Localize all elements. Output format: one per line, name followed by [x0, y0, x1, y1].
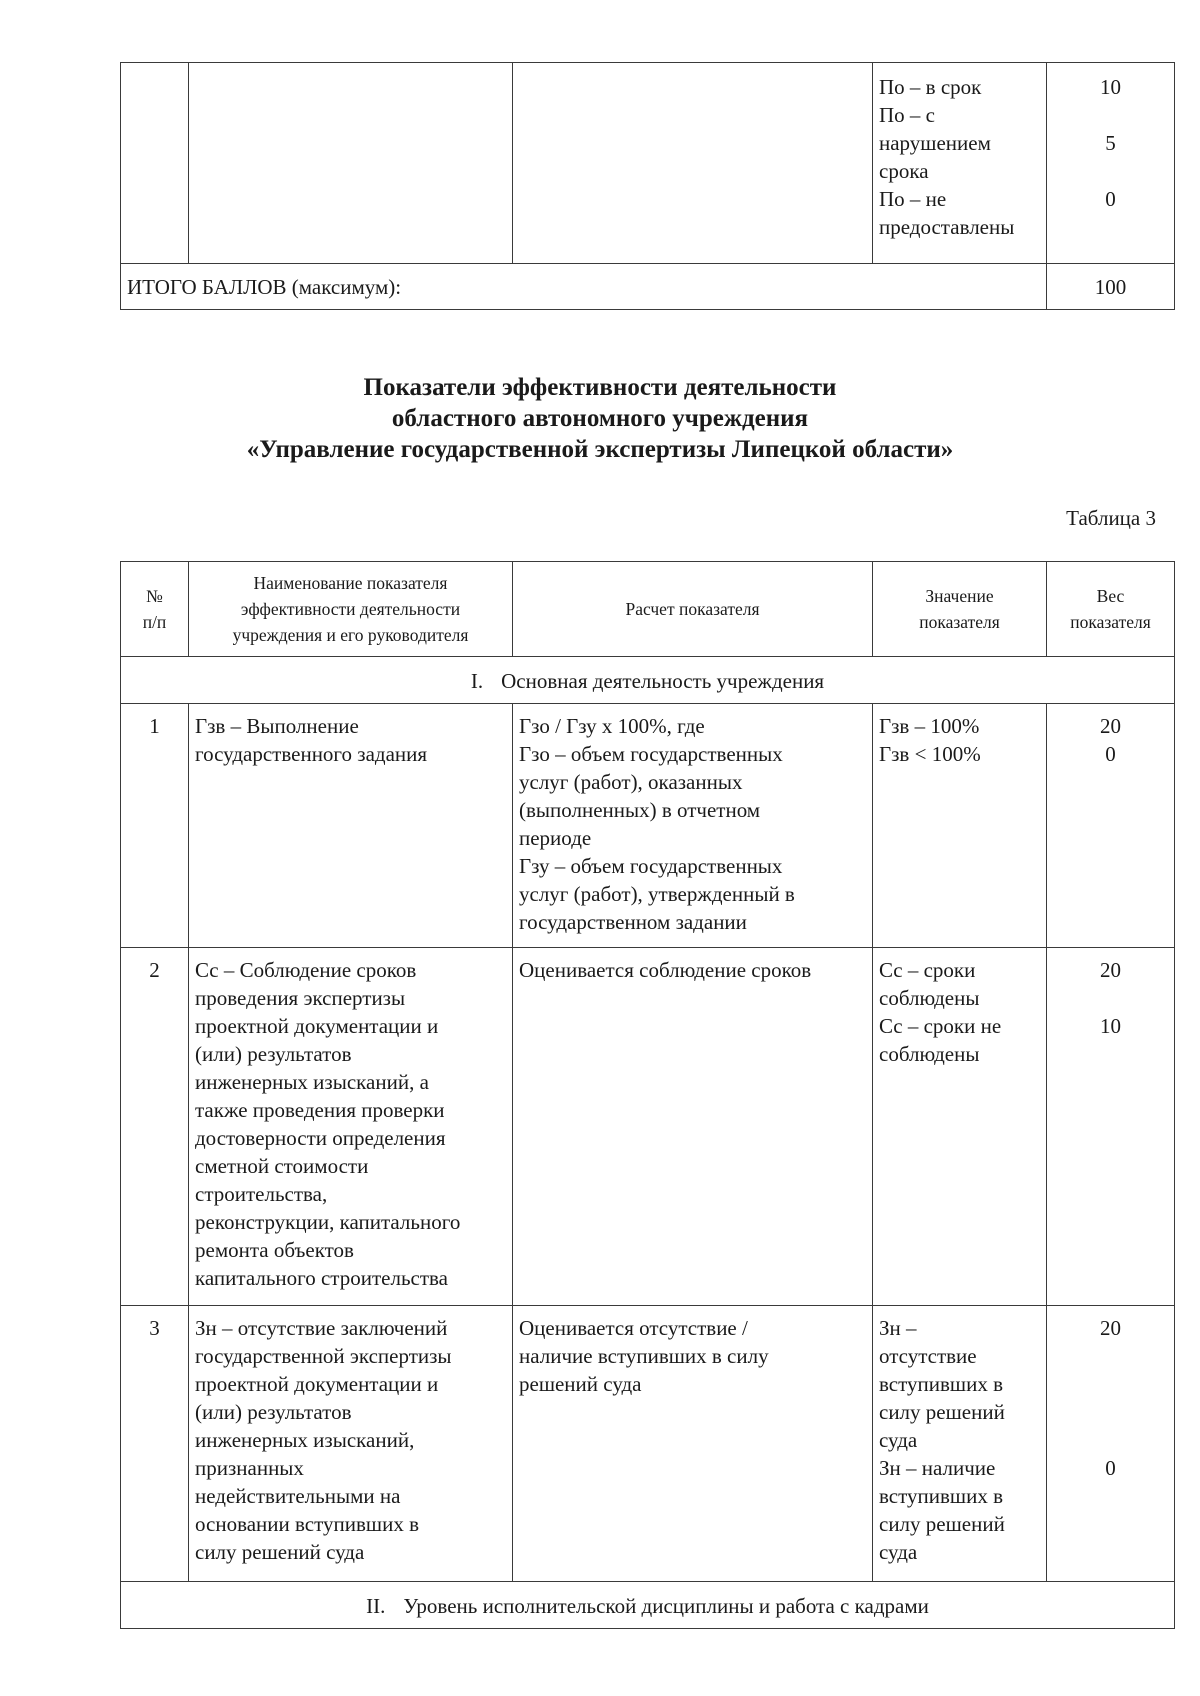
table-row: [121, 63, 1175, 264]
total-row: [121, 264, 1175, 310]
indicator-calc: Гзо / Гзу х 100%, где Гзо – объем государственных услуг (работ), оказанных (выполненных) в отчетном периоде Гзу – объем государственных услуг (работ), утвержденный в государственном задании: [513, 704, 873, 948]
value-cell: [873, 63, 1047, 264]
section-number: II.: [366, 1594, 386, 1618]
value-line: По – не: [879, 187, 947, 211]
value-line: По – с: [879, 103, 935, 127]
weight-cell: [1047, 63, 1175, 264]
indicator-calc: Оценивается отсутствие / наличие вступивших в силу решений суда: [513, 1306, 873, 1582]
header-num: № п/п: [121, 562, 189, 657]
indicator-value: Гзв – 100% Гзв < 100%: [873, 704, 1047, 948]
section-number: I.: [470, 669, 484, 693]
row-number: 1: [121, 704, 189, 948]
section-heading: [121, 1582, 1175, 1629]
weight-value: 0: [1105, 187, 1116, 211]
indicator-weight: 20 10: [1047, 948, 1175, 1306]
title-line: Показатели эффективности деятельности: [363, 374, 837, 401]
indicator-name: Сс – Соблюдение сроков проведения экспертизы проектной документации и (или) результатов инженерных изысканий, а также проведения проверки достоверности определения сметной стоимости строительства, реконструкции, капитального ремонта объектов капитального строительства: [189, 948, 513, 1306]
row-number: 3: [121, 1306, 189, 1582]
indicator-weight: 20 0: [1047, 704, 1175, 948]
table-row: [121, 1306, 1175, 1582]
empty-num-cell: [121, 63, 189, 264]
value-line: предоставлены: [879, 215, 1015, 239]
section-heading: [121, 657, 1175, 704]
section-row: [121, 1582, 1175, 1629]
indicator-name: Гзв – Выполнение государственного задания: [189, 704, 513, 948]
value-line: По – в срок: [879, 75, 982, 99]
indicator-value: Сс – сроки соблюдены Сс – сроки не соблюдены: [873, 948, 1047, 1306]
indicator-value: Зн – отсутствие вступивших в силу решений суда Зн – наличие вступивших в силу решений суда: [873, 1306, 1047, 1582]
section-row: [121, 657, 1175, 704]
header-calc: Расчет показателя: [513, 562, 873, 657]
value-line: срока: [879, 159, 929, 183]
title-line: «Управление государственной экспертизы Липецкой области»: [246, 436, 954, 463]
table-row: [121, 704, 1175, 948]
section-title: Основная деятельность учреждения: [501, 669, 825, 693]
title-line: областного автономного учреждения: [391, 405, 809, 432]
weight-value: 5: [1105, 131, 1116, 155]
table-label: Таблица 3: [1066, 506, 1156, 530]
total-value: 100: [1047, 264, 1175, 310]
indicator-weight: 20 0: [1047, 1306, 1175, 1582]
weight-value: 10: [1100, 75, 1121, 99]
value-line: нарушением: [879, 131, 991, 155]
header-value: Значение показателя: [873, 562, 1047, 657]
indicator-name: Зн – отсутствие заключений государственной экспертизы проектной документации и (или) результатов инженерных изысканий, признанных недействительными на основании вступивших в силу решений суда: [189, 1306, 513, 1582]
table-header-row: [121, 562, 1175, 657]
section-title: Уровень исполнительской дисциплины и работа с кадрами: [403, 1594, 929, 1618]
indicator-calc: Оценивается соблюдение сроков: [513, 948, 873, 1306]
document-title: [0, 372, 1200, 465]
table-row: [121, 948, 1175, 1306]
empty-name-cell: [189, 63, 513, 264]
row-number: 2: [121, 948, 189, 1306]
empty-calc-cell: [513, 63, 873, 264]
indicators-table: [120, 561, 1175, 1629]
header-name: Наименование показателя эффективности деятельности учреждения и его руководителя: [189, 562, 513, 657]
header-weight: Вес показателя: [1047, 562, 1175, 657]
total-label: ИТОГО БАЛЛОВ (максимум):: [121, 264, 1047, 310]
previous-table-continuation: [120, 62, 1175, 310]
